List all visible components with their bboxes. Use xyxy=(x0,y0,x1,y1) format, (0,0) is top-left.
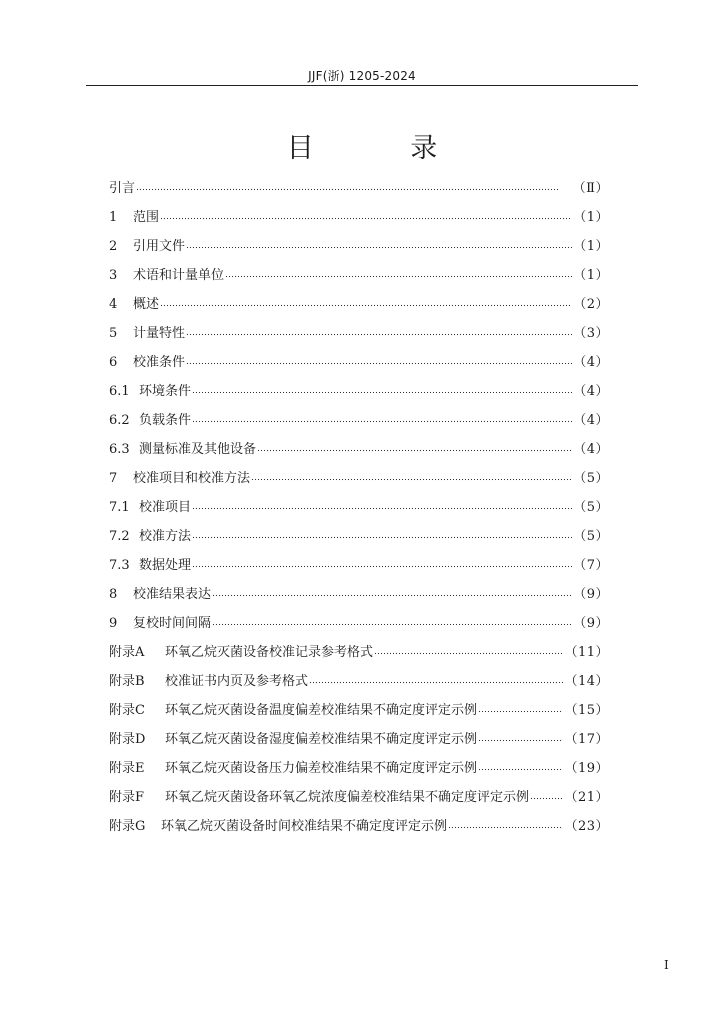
header-divider xyxy=(86,85,638,86)
toc-leader-dots xyxy=(186,236,572,250)
toc-entry-number: 8 xyxy=(109,587,118,602)
toc-entry[interactable] xyxy=(109,641,609,670)
toc-entry-number: 3 xyxy=(109,268,118,283)
toc-entry-title: 数据处理 xyxy=(139,558,192,573)
toc-leader-dots xyxy=(192,381,572,395)
toc-entry-page: （4） xyxy=(573,413,609,428)
toc-entry-page: （5） xyxy=(573,471,609,486)
toc-entry-title: 环氧乙烷灭菌设备校准记录参考格式 xyxy=(165,645,374,660)
toc-entry[interactable] xyxy=(109,264,609,293)
toc-entry[interactable] xyxy=(109,699,609,728)
toc-entry[interactable] xyxy=(109,670,609,699)
toc-leader-dots xyxy=(478,700,563,714)
toc-entry-title: 测量标准及其他设备 xyxy=(139,442,257,457)
toc-entry[interactable] xyxy=(109,757,609,786)
toc-entry-page: （4） xyxy=(573,355,609,370)
toc-leader-dots xyxy=(192,497,572,511)
toc-leader-dots xyxy=(225,265,572,279)
toc-entry[interactable] xyxy=(109,583,609,612)
toc-entry-number: 7 xyxy=(109,471,118,486)
toc-entry-number: 附录D xyxy=(109,732,146,747)
toc-entry-number: 7.3 xyxy=(109,558,130,573)
toc-entry-page: （5） xyxy=(573,529,609,544)
toc-entry[interactable] xyxy=(109,206,609,235)
toc-leader-dots xyxy=(136,178,559,192)
toc-leader-dots xyxy=(212,584,572,598)
toc-entry-page: （7） xyxy=(573,558,609,573)
toc-leader-dots xyxy=(212,613,572,627)
toc-entry-number: 附录E xyxy=(109,761,145,776)
toc-leader-dots xyxy=(374,642,563,656)
toc-entry-title: 计量特性 xyxy=(133,326,186,341)
toc-entry-title: 环氧乙烷灭菌设备环氧乙烷浓度偏差校准结果不确定度评定示例 xyxy=(165,790,530,805)
toc-entry-number: 6.1 xyxy=(109,384,130,399)
toc-leader-dots xyxy=(192,410,572,424)
toc-entry-page: （14） xyxy=(564,674,609,689)
page-title: 目 录 xyxy=(286,133,482,164)
toc-leader-dots xyxy=(478,729,563,743)
toc-entry-page: （4） xyxy=(573,384,609,399)
toc-entry-title: 引用文件 xyxy=(133,239,186,254)
toc-entry-number: 1 xyxy=(109,210,118,225)
table-of-contents xyxy=(109,177,609,844)
toc-entry-number: 5 xyxy=(109,326,118,341)
toc-leader-dots xyxy=(530,787,563,801)
toc-entry-page: （21） xyxy=(564,790,609,805)
toc-leader-dots xyxy=(192,526,572,540)
toc-entry[interactable] xyxy=(109,554,609,583)
toc-entry-page: （17） xyxy=(564,732,609,747)
document-code-header: JJF(浙) 1205-2024 xyxy=(308,69,416,83)
toc-entry[interactable] xyxy=(109,177,609,206)
toc-entry-title: 负载条件 xyxy=(139,413,192,428)
toc-entry-page: （23） xyxy=(564,819,609,834)
toc-entry-title: 校准条件 xyxy=(133,355,186,370)
toc-entry-title: 术语和计量单位 xyxy=(133,268,225,283)
toc-entry-number: 附录B xyxy=(109,674,145,689)
toc-entry-number: 2 xyxy=(109,239,118,254)
toc-entry-number: 6.3 xyxy=(109,442,130,457)
toc-entry-title: 概述 xyxy=(133,297,160,312)
toc-entry-page: （5） xyxy=(573,500,609,515)
toc-leader-dots xyxy=(186,323,572,337)
toc-entry[interactable] xyxy=(109,525,609,554)
toc-entry-number: 附录A xyxy=(109,645,145,660)
toc-entry[interactable] xyxy=(109,235,609,264)
toc-leader-dots xyxy=(257,439,572,453)
toc-entry[interactable] xyxy=(109,815,609,844)
toc-entry-title: 引言 xyxy=(109,181,136,196)
toc-entry-title: 环境条件 xyxy=(139,384,192,399)
toc-entry-title: 校准证书内页及参考格式 xyxy=(165,674,309,689)
toc-entry-number: 附录G xyxy=(109,819,146,834)
toc-entry[interactable] xyxy=(109,380,609,409)
toc-entry[interactable] xyxy=(109,467,609,496)
toc-entry-number: 附录F xyxy=(109,790,145,805)
toc-leader-dots xyxy=(309,671,563,685)
toc-entry[interactable] xyxy=(109,438,609,467)
toc-entry-number: 附录C xyxy=(109,703,145,718)
toc-entry-page: （1） xyxy=(573,210,609,225)
toc-leader-dots xyxy=(192,555,572,569)
toc-entry[interactable] xyxy=(109,351,609,380)
toc-entry-number: 4 xyxy=(109,297,118,312)
toc-entry-page: （1） xyxy=(573,239,609,254)
toc-entry-page: （9） xyxy=(573,616,609,631)
toc-entry-page: （11） xyxy=(564,645,609,660)
toc-entry-number: 7.1 xyxy=(109,500,130,515)
toc-leader-dots xyxy=(160,207,572,221)
toc-entry-page: （19） xyxy=(564,761,609,776)
toc-entry[interactable] xyxy=(109,612,609,641)
toc-entry-number: 6.2 xyxy=(109,413,130,428)
toc-entry-page: （1） xyxy=(573,268,609,283)
toc-leader-dots xyxy=(478,758,563,772)
toc-entry-title: 环氧乙烷灭菌设备压力偏差校准结果不确定度评定示例 xyxy=(165,761,478,776)
toc-leader-dots xyxy=(160,294,572,308)
toc-entry-page: （9） xyxy=(573,587,609,602)
toc-entry-title: 环氧乙烷灭菌设备温度偏差校准结果不确定度评定示例 xyxy=(165,703,478,718)
toc-entry-title: 校准结果表达 xyxy=(133,587,212,602)
toc-entry-page: （2） xyxy=(573,297,609,312)
toc-entry-title: 校准项目 xyxy=(139,500,192,515)
toc-entry-number: 6 xyxy=(109,355,118,370)
toc-entry-title: 范围 xyxy=(133,210,160,225)
toc-entry[interactable] xyxy=(109,322,609,351)
toc-entry-page: （3） xyxy=(573,326,609,341)
toc-entry-page: （4） xyxy=(573,442,609,457)
toc-entry-title: 环氧乙烷灭菌设备湿度偏差校准结果不确定度评定示例 xyxy=(165,732,478,747)
toc-leader-dots xyxy=(448,816,563,830)
toc-entry[interactable] xyxy=(109,728,609,757)
toc-entry[interactable] xyxy=(109,496,609,525)
toc-entry-page: （Ⅱ） xyxy=(572,181,609,196)
toc-leader-dots xyxy=(251,468,572,482)
toc-entry-title: 校准项目和校准方法 xyxy=(133,471,251,486)
toc-entry-title: 校准方法 xyxy=(139,529,192,544)
toc-entry-number: 7.2 xyxy=(109,529,130,544)
toc-leader-dots xyxy=(186,352,572,366)
toc-entry[interactable] xyxy=(109,293,609,322)
toc-entry[interactable] xyxy=(109,786,609,815)
page-number: I xyxy=(664,958,669,972)
toc-entry-title: 复校时间间隔 xyxy=(133,616,212,631)
toc-entry[interactable] xyxy=(109,409,609,438)
toc-entry-number: 9 xyxy=(109,616,118,631)
toc-entry-title: 环氧乙烷灭菌设备时间校准结果不确定度评定示例 xyxy=(161,819,448,834)
toc-entry-page: （15） xyxy=(564,703,609,718)
